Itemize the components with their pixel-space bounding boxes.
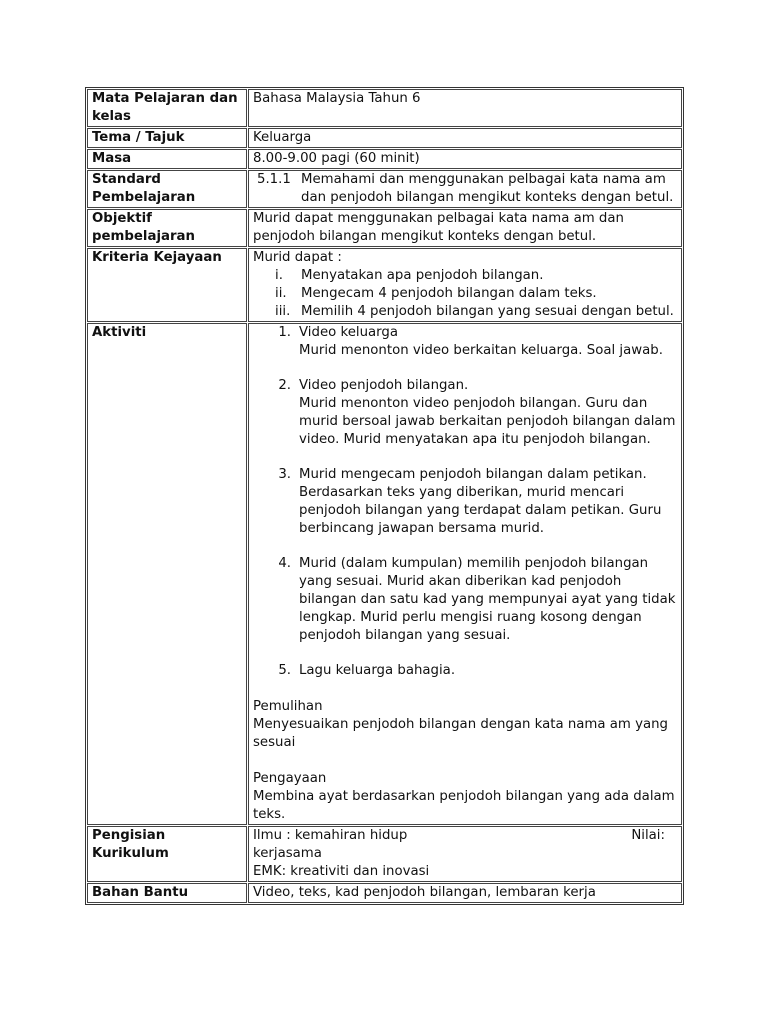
label-standard: Standard Pembelajaran xyxy=(87,170,247,208)
activity-desc: Berdasarkan teks yang diberikan, murid mencari penjodoh bilangan yang terdapat dalam petikan. Guru berbincang jawapan bersama murid. xyxy=(299,485,662,536)
activity-num: 2. xyxy=(278,378,291,393)
criteria-num: i. xyxy=(275,268,283,283)
label-curriculum: Pengisian Kurikulum xyxy=(87,826,247,882)
row-objective xyxy=(87,209,682,247)
value-materials: Video, teks, kad penjodoh bilangan, lembaran kerja xyxy=(248,883,682,903)
enrichment-text: Membina ayat berdasarkan penjodoh bilangan yang ada dalam teks. xyxy=(253,789,675,822)
label-subject: Mata Pelajaran dan kelas xyxy=(87,89,247,127)
standard-code: 5.1.1 xyxy=(257,172,291,187)
remedial-section xyxy=(253,698,677,752)
activity-title: Lagu keluarga bahagia. xyxy=(299,663,456,678)
lesson-plan-table xyxy=(85,87,684,905)
activity-item xyxy=(253,466,677,538)
value-standard xyxy=(248,170,682,208)
label-theme: Tema / Tajuk xyxy=(87,128,247,148)
row-materials xyxy=(87,883,682,903)
criteria-item xyxy=(253,267,677,285)
label-criteria: Kriteria Kejayaan xyxy=(87,248,247,322)
activity-desc: Murid menonton video berkaitan keluarga. Soal jawab. xyxy=(299,343,663,358)
criteria-item xyxy=(253,303,677,321)
activity-item xyxy=(253,555,677,645)
row-curriculum xyxy=(87,826,682,882)
row-time xyxy=(87,149,682,169)
value-theme: Keluarga xyxy=(248,128,682,148)
value-criteria xyxy=(248,248,682,322)
criteria-item xyxy=(253,285,677,303)
activity-title: Murid (dalam kumpulan) memilih penjodoh bilangan yang sesuai. Murid akan diberikan kad penjodoh bilangan dan satu kad yang mempunyai ayat yang tidak lengkap. Murid perlu mengisi ruang kosong dengan penjodoh bilangan yang sesuai. xyxy=(299,556,676,643)
value-activities xyxy=(248,323,682,825)
criteria-num: iii. xyxy=(275,304,291,319)
enrichment-section xyxy=(253,770,677,824)
label-materials: Bahan Bantu xyxy=(87,883,247,903)
curriculum-nilai: Nilai: xyxy=(631,828,665,843)
activity-num: 5. xyxy=(278,663,291,678)
activity-title: Murid mengecam penjodoh bilangan dalam petikan. xyxy=(299,467,647,482)
standard-text: Memahami dan menggunakan pelbagai kata nama am dan penjodoh bilangan mengikut konteks dengan betul. xyxy=(301,172,674,205)
row-criteria xyxy=(87,248,682,322)
row-standard xyxy=(87,170,682,208)
value-objective: Murid dapat menggunakan pelbagai kata nama am dan penjodoh bilangan mengikut konteks dengan betul. xyxy=(248,209,682,247)
criteria-num: ii. xyxy=(275,286,287,301)
curriculum-emk: EMK: kreativiti dan inovasi xyxy=(253,864,430,879)
activity-title: Video keluarga xyxy=(299,325,398,340)
criteria-text: Memilih 4 penjodoh bilangan yang sesuai dengan betul. xyxy=(301,304,674,319)
curriculum-ilmu: Ilmu : kemahiran hidup xyxy=(253,828,408,843)
activity-item xyxy=(253,662,677,680)
criteria-intro: Murid dapat : xyxy=(253,250,342,265)
value-curriculum xyxy=(248,826,682,882)
enrichment-title: Pengayaan xyxy=(253,771,327,786)
value-time: 8.00-9.00 pagi (60 minit) xyxy=(248,149,682,169)
value-subject: Bahasa Malaysia Tahun 6 xyxy=(248,89,682,127)
activity-num: 1. xyxy=(278,325,291,340)
activity-num: 4. xyxy=(278,556,291,571)
label-objective: Objektif pembelajaran xyxy=(87,209,247,247)
activity-desc: Murid menonton video penjodoh bilangan. Guru dan murid bersoal jawab berkaitan penjodoh bilangan dalam video. Murid menyatakan apa itu penjodoh bilangan. xyxy=(299,396,676,447)
curriculum-nilai-value: kerjasama xyxy=(253,846,322,861)
activity-num: 3. xyxy=(278,467,291,482)
row-theme xyxy=(87,128,682,148)
activity-title: Video penjodoh bilangan. xyxy=(299,378,469,393)
remedial-title: Pemulihan xyxy=(253,699,323,714)
criteria-list xyxy=(253,267,677,321)
activity-item xyxy=(253,377,677,449)
activity-list xyxy=(253,324,677,680)
label-activities: Aktiviti xyxy=(87,323,247,825)
row-subject xyxy=(87,89,682,127)
criteria-text: Mengecam 4 penjodoh bilangan dalam teks. xyxy=(301,286,597,301)
label-time: Masa xyxy=(87,149,247,169)
row-activities xyxy=(87,323,682,825)
activity-item xyxy=(253,324,677,360)
remedial-text: Menyesuaikan penjodoh bilangan dengan kata nama am yang sesuai xyxy=(253,717,668,750)
criteria-text: Menyatakan apa penjodoh bilangan. xyxy=(301,268,544,283)
